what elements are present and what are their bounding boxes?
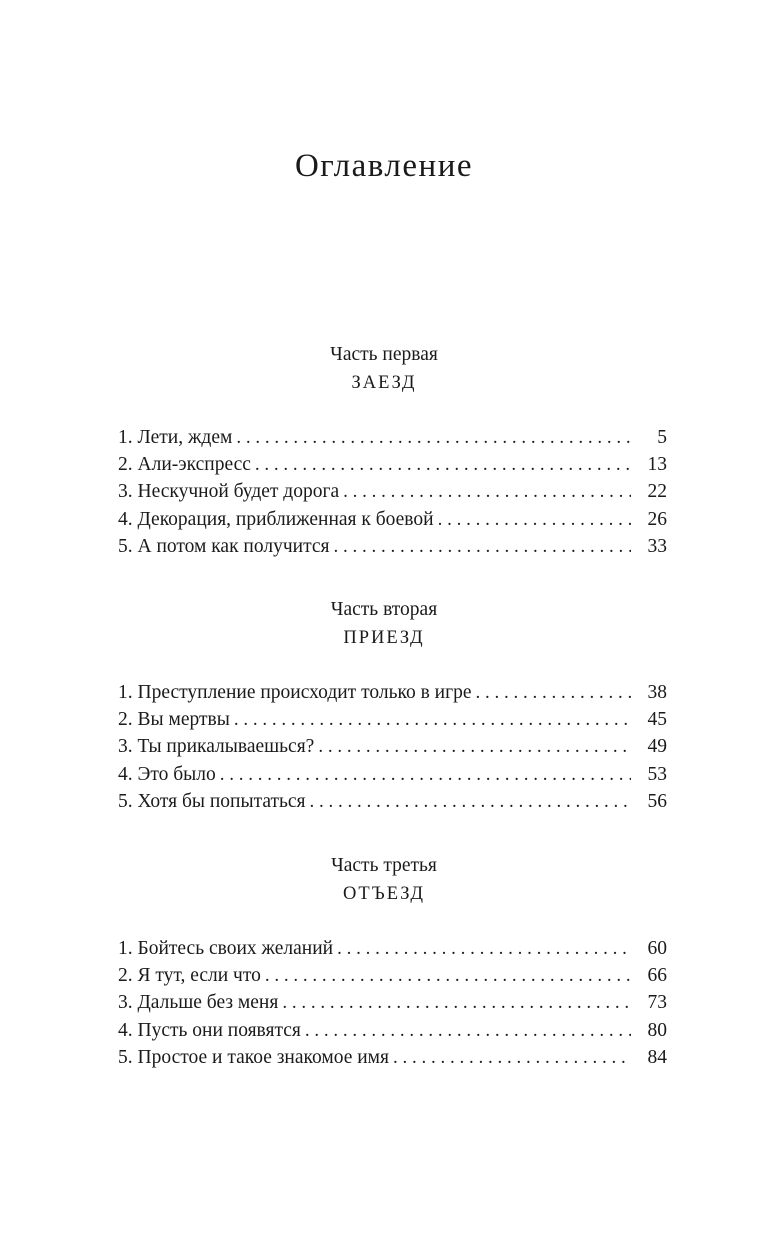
toc-leader-dots xyxy=(333,533,631,560)
toc-entry-page: 13 xyxy=(647,454,667,476)
part-name: ЗАЕЗД xyxy=(351,373,417,393)
toc-entry[interactable] xyxy=(118,506,667,533)
part-heading-2 xyxy=(0,597,768,651)
toc-leader-dots xyxy=(393,1044,631,1071)
toc-entry-page: 38 xyxy=(647,682,667,703)
toc-entry[interactable] xyxy=(118,1044,667,1071)
toc-entry-title: 1. Бойтесь своих желаний xyxy=(118,938,334,959)
toc-leader-dots xyxy=(318,733,631,760)
toc-entry-page: 26 xyxy=(647,508,667,530)
toc-entry-page: 49 xyxy=(647,736,667,758)
toc-entry-page: 53 xyxy=(647,763,667,785)
toc-leader-dots xyxy=(255,451,631,478)
toc-entry[interactable] xyxy=(118,451,667,478)
toc-entry-title: 5. Хотя бы попытаться xyxy=(118,790,306,812)
toc-entry-page: 56 xyxy=(647,790,667,812)
toc-entry[interactable] xyxy=(118,533,667,560)
toc-list-part-2 xyxy=(118,679,667,815)
toc-leader-dots xyxy=(476,679,632,706)
part-label: Часть третья xyxy=(331,855,437,876)
toc-entry-title: 5. Простое и такое знакомое имя xyxy=(118,1046,389,1068)
toc-entry[interactable] xyxy=(118,424,667,451)
toc-entry[interactable] xyxy=(118,733,667,760)
toc-entry[interactable] xyxy=(118,706,667,733)
toc-leader-dots xyxy=(282,989,631,1016)
toc-entry-page: 33 xyxy=(647,535,667,557)
toc-entry[interactable] xyxy=(118,788,667,815)
toc-entry-title: 2. Я тут, если что xyxy=(118,965,261,987)
toc-entry-title: 2. Али-экспресс xyxy=(118,454,251,476)
toc-leader-dots xyxy=(220,761,631,788)
toc-entry-page: 22 xyxy=(647,481,667,503)
toc-leader-dots xyxy=(265,962,631,989)
toc-entry-title: 4. Декорация, приближенная к боевой xyxy=(118,508,434,530)
toc-leader-dots xyxy=(236,424,631,451)
toc-entry-title: 1. Преступление происходит только в игре xyxy=(118,682,472,703)
toc-entry-title: 2. Вы мертвы xyxy=(118,709,230,731)
toc-entry-page: 5 xyxy=(657,427,667,448)
part-name: ПРИЕЗД xyxy=(343,628,425,648)
toc-entry-page: 45 xyxy=(647,709,667,731)
toc-entry-title: 4. Это было xyxy=(118,763,216,785)
toc-entry[interactable] xyxy=(118,989,667,1016)
part-name: ОТЪЕЗД xyxy=(342,884,425,904)
toc-entry[interactable] xyxy=(118,679,667,706)
toc-leader-dots xyxy=(343,478,631,505)
toc-leader-dots xyxy=(438,506,631,533)
toc-leader-dots xyxy=(305,1017,631,1044)
toc-entry[interactable] xyxy=(118,962,667,989)
toc-entry[interactable] xyxy=(118,935,667,962)
part-heading-3 xyxy=(0,853,768,907)
toc-entry-page: 60 xyxy=(647,938,667,959)
part-heading-1 xyxy=(0,342,768,396)
part-label: Часть вторая xyxy=(330,599,438,620)
toc-entry-title: 3. Нескучной будет дорога xyxy=(118,481,340,503)
toc-list-part-3 xyxy=(118,935,667,1071)
toc-entry-title: 3. Ты прикалываешься? xyxy=(118,736,315,758)
toc-entry-page: 66 xyxy=(647,965,667,987)
toc-entry-page: 84 xyxy=(647,1046,667,1068)
part-label: Часть первая xyxy=(330,344,438,365)
toc-entry[interactable] xyxy=(118,478,667,505)
toc-leader-dots xyxy=(337,935,631,962)
toc-entry-page: 80 xyxy=(647,1019,667,1041)
toc-leader-dots xyxy=(234,706,631,733)
toc-entry-page: 73 xyxy=(647,992,667,1014)
toc-entry-title: 4. Пусть они появятся xyxy=(118,1019,301,1041)
toc-entry-title: 1. Лети, ждем xyxy=(118,427,233,448)
toc-entry-title: 3. Дальше без меня xyxy=(118,992,279,1014)
toc-entry[interactable] xyxy=(118,1017,667,1044)
toc-entry[interactable] xyxy=(118,761,667,788)
toc-entry-title: 5. А потом как получится xyxy=(118,535,330,557)
page-title: Оглавление xyxy=(294,148,474,184)
toc-leader-dots xyxy=(310,788,631,815)
toc-list-part-1 xyxy=(118,424,667,560)
